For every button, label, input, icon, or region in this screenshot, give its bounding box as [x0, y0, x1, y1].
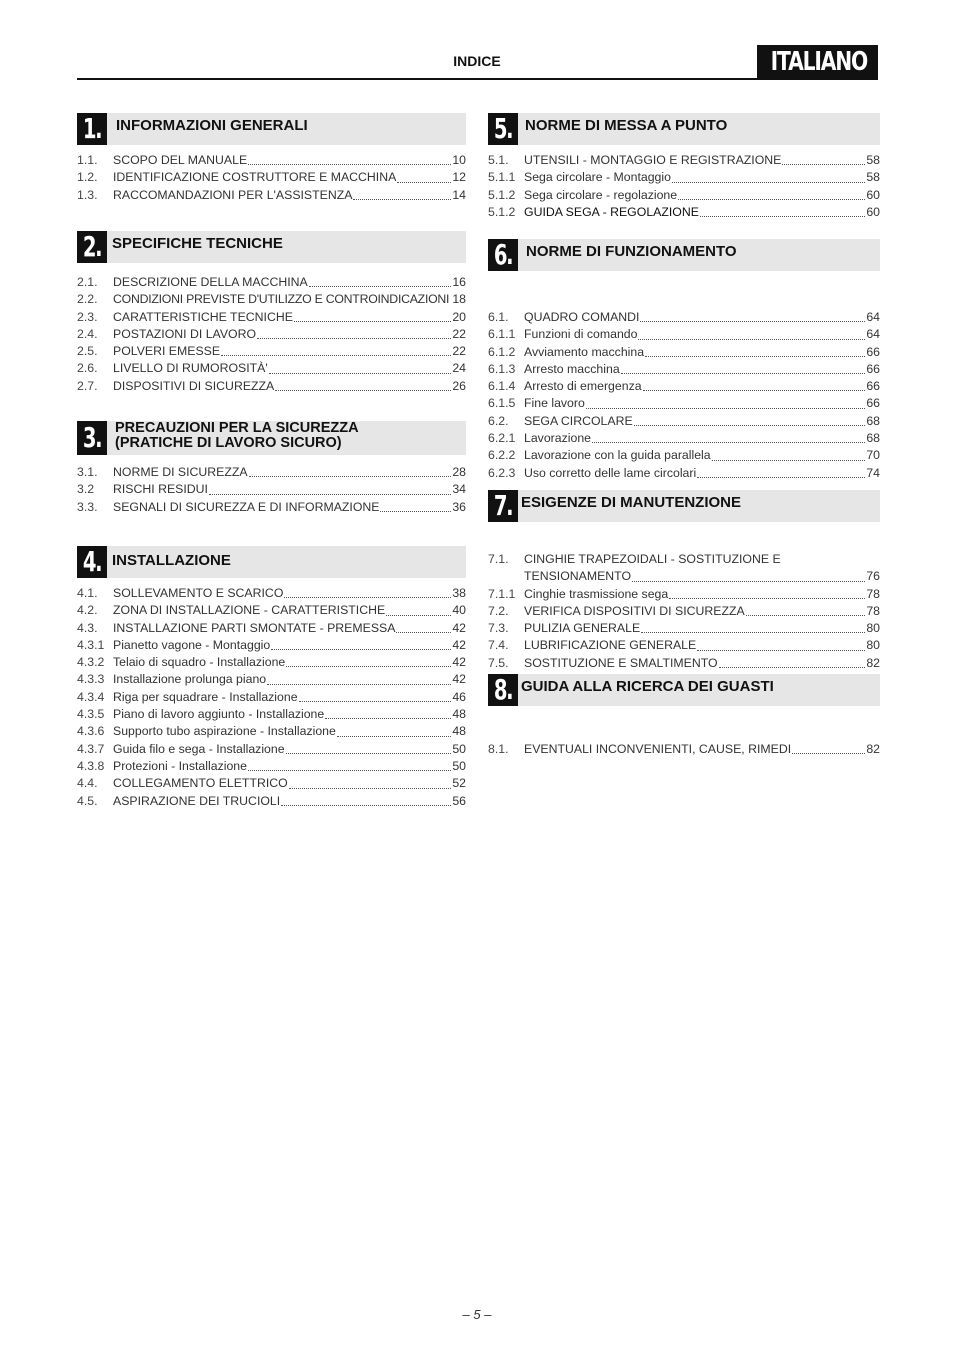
- toc-entry[interactable]: [488, 326, 880, 343]
- dot-leader: [380, 499, 451, 512]
- entry-page: 26: [452, 378, 466, 393]
- entry-page: 16: [452, 275, 466, 289]
- section-number: 8.: [488, 674, 518, 706]
- toc-entry[interactable]: [488, 344, 880, 361]
- entry-page: 24: [452, 361, 466, 376]
- section-header: [77, 546, 466, 578]
- section-number: 1.: [77, 113, 107, 145]
- section-number: 7.: [488, 490, 518, 522]
- dot-leader: [746, 603, 866, 616]
- section-number: 4.: [77, 546, 107, 578]
- entry-title: Guida filo e sega - Installazione: [113, 741, 285, 756]
- dot-leader: [271, 637, 451, 650]
- toc-entry[interactable]: [77, 169, 466, 186]
- dot-leader: [712, 448, 866, 461]
- dot-leader: [638, 327, 865, 340]
- entry-title: QUADRO COMANDI: [524, 310, 640, 324]
- entry-title: Piano di lavoro aggiunto - Installazione: [113, 707, 325, 722]
- section-number: 2.: [77, 231, 107, 263]
- entry-page: 66: [866, 344, 880, 359]
- entry-title: Funzioni di comando: [524, 327, 638, 342]
- toc-entry[interactable]: [77, 793, 466, 810]
- entry-number: 6.1.1: [488, 327, 516, 342]
- language-badge-label: ITALIANO: [770, 47, 868, 77]
- entry-page: 68: [866, 431, 880, 446]
- toc-entry[interactable]: [77, 326, 466, 343]
- section-title-line-2: (PRATICHE DI LAVORO SICURO): [115, 435, 342, 451]
- entry-number: 5.1.2: [488, 187, 516, 202]
- entry-page: 66: [866, 396, 880, 411]
- entry-number: 2.5.: [77, 344, 98, 359]
- entry-title: Fine lavoro: [524, 396, 585, 411]
- entry-page: 34: [452, 482, 466, 497]
- entry-title: COLLEGAMENTO ELETTRICO: [113, 776, 288, 791]
- entry-number: 4.3.5: [77, 707, 105, 722]
- entry-page: 22: [452, 344, 466, 359]
- toc-entry[interactable]: [77, 723, 466, 740]
- dot-leader: [632, 569, 865, 582]
- entry-page: 50: [452, 741, 466, 756]
- entry-number: 6.2.2: [488, 448, 516, 463]
- section-title: SPECIFICHE TECNICHE: [112, 235, 283, 252]
- entry-page: 28: [452, 465, 466, 479]
- toc-entry[interactable]: [488, 568, 880, 585]
- entry-title: ASPIRAZIONE DEI TRUCIOLI: [113, 793, 281, 808]
- dot-leader: [289, 776, 452, 789]
- entry-title: CONDIZIONI PREVISTE D'UTILIZZO E CONTROINDICAZIONI: [113, 292, 450, 307]
- section-header: [488, 674, 880, 706]
- entry-page: 58: [866, 153, 880, 167]
- entry-page: 50: [452, 758, 466, 773]
- entry-page: 48: [452, 724, 466, 739]
- entry-number: 6.2.3: [488, 465, 516, 480]
- entry-title: Pianetto vagone - Montaggio: [113, 637, 271, 652]
- toc-entry[interactable]: [77, 152, 466, 169]
- toc-entry[interactable]: [488, 430, 880, 447]
- entry-number: 3.1.: [77, 465, 98, 479]
- entry-number: 4.3.3: [77, 672, 105, 687]
- entry-title: Telaio di squadro - Installazione: [113, 655, 286, 670]
- entry-title: Lavorazione con la guida parallela: [524, 448, 711, 463]
- entry-title: SOSTITUZIONE E SMALTIMENTO: [524, 655, 718, 670]
- entry-page: 58: [866, 170, 880, 185]
- entry-page: 66: [866, 361, 880, 376]
- entry-title: ZONA DI INSTALLAZIONE - CARATTERISTICHE: [113, 603, 386, 618]
- dot-leader: [697, 638, 865, 651]
- entry-page: 60: [866, 204, 880, 219]
- dot-leader: [248, 152, 451, 165]
- entry-number: 4.3.4: [77, 689, 105, 704]
- section-title: GUIDA ALLA RICERCA DEI GUASTI: [521, 678, 774, 695]
- section-entries: [77, 152, 466, 204]
- entry-number: 4.5.: [77, 793, 98, 808]
- dot-leader: [700, 204, 865, 217]
- entry-title: SEGNALI DI SICUREZZA E DI INFORMAZIONE: [113, 499, 380, 514]
- entry-number: 1.2.: [77, 170, 98, 185]
- dot-leader: [249, 464, 452, 477]
- entry-number: 7.4.: [488, 638, 509, 653]
- entry-number: 4.1.: [77, 586, 98, 600]
- entry-number: 4.3.2: [77, 655, 105, 670]
- entry-page: 42: [452, 672, 466, 687]
- dot-leader: [299, 689, 452, 702]
- entry-page: 78: [866, 603, 880, 618]
- entry-number: 6.1.: [488, 310, 509, 324]
- entry-number: 4.3.6: [77, 724, 105, 739]
- entry-page: 18: [452, 292, 466, 307]
- entry-page: 76: [866, 569, 880, 584]
- toc-entry[interactable]: [488, 741, 880, 758]
- toc-entry[interactable]: [488, 620, 880, 637]
- section-title: INSTALLAZIONE: [112, 552, 231, 569]
- entry-title: Cinghie trasmissione sega: [524, 586, 669, 601]
- section-entries: [488, 551, 880, 672]
- entry-title: TENSIONAMENTO: [524, 569, 632, 584]
- toc-entry[interactable]: [488, 447, 880, 464]
- toc-section-8: [488, 674, 880, 758]
- entry-number: 4.4.: [77, 776, 98, 791]
- toc-entry[interactable]: [77, 481, 466, 498]
- header-rule: [77, 78, 757, 80]
- entry-title: SCOPO DEL MANUALE: [113, 153, 248, 167]
- entry-page: 82: [866, 655, 880, 670]
- toc-entry[interactable]: [488, 204, 880, 221]
- entry-page: 20: [452, 309, 466, 324]
- toc-section-2: [77, 231, 466, 395]
- toc-entry[interactable]: [77, 360, 466, 377]
- toc-entry[interactable]: [488, 637, 880, 654]
- dot-leader: [281, 793, 451, 806]
- entry-page: 42: [452, 620, 466, 635]
- language-badge: [757, 45, 878, 80]
- entry-page: 48: [452, 707, 466, 722]
- entry-number: 7.2.: [488, 603, 509, 618]
- entry-page: 64: [866, 310, 880, 324]
- section-header: [77, 113, 466, 145]
- toc-entry[interactable]: [77, 654, 466, 671]
- entry-page: 64: [866, 327, 880, 342]
- entry-title: GUIDA SEGA - REGOLAZIONE: [524, 204, 699, 219]
- dot-leader: [641, 620, 865, 633]
- entry-number: 6.1.2: [488, 344, 516, 359]
- section-header: [77, 421, 466, 455]
- entry-title: Uso corretto delle lame circolari: [524, 465, 697, 480]
- section-entries: [77, 274, 466, 395]
- entry-number: 4.3.7: [77, 741, 105, 756]
- section-header: [488, 113, 880, 145]
- section-entries: [488, 152, 880, 221]
- entry-title: Protezioni - Installazione: [113, 758, 247, 773]
- entry-page: 14: [452, 187, 466, 202]
- entry-number: 5.1.: [488, 153, 509, 167]
- entry-title: Riga per squadrare - Installazione: [113, 689, 298, 704]
- entry-title: POLVERI EMESSE: [113, 344, 221, 359]
- toc-entry[interactable]: [488, 395, 880, 412]
- entry-number: 2.1.: [77, 275, 98, 289]
- toc-section-3: [77, 421, 466, 516]
- toc-entry[interactable]: [488, 413, 880, 430]
- dot-leader: [294, 309, 451, 322]
- toc-entry[interactable]: [77, 602, 466, 619]
- section-title: NORME DI FUNZIONAMENTO: [526, 243, 737, 260]
- entry-number: 4.2.: [77, 603, 98, 618]
- entry-number: 2.2.: [77, 292, 98, 307]
- entry-number: 3.2: [77, 482, 95, 497]
- toc-entry[interactable]: [77, 706, 466, 723]
- toc-entry[interactable]: [488, 152, 880, 169]
- toc-entry[interactable]: [488, 169, 880, 186]
- entry-number: 6.2.: [488, 413, 509, 428]
- entry-title: DESCRIZIONE DELLA MACCHINA: [113, 275, 308, 289]
- entry-page: 10: [452, 153, 466, 167]
- section-title: INFORMAZIONI GENERALI: [116, 117, 308, 134]
- entry-title: INSTALLAZIONE PARTI SMONTATE - PREMESSA: [113, 620, 396, 635]
- entry-number: 4.3.8: [77, 758, 105, 773]
- entry-title: Arresto macchina: [524, 361, 620, 376]
- toc-entry[interactable]: [77, 343, 466, 360]
- entry-title: IDENTIFICAZIONE COSTRUTTORE E MACCHINA: [113, 170, 397, 185]
- dot-leader: [450, 293, 451, 305]
- dot-leader: [621, 361, 866, 374]
- dot-leader: [286, 741, 452, 754]
- toc-entry[interactable]: [77, 187, 466, 204]
- toc-entry[interactable]: [77, 464, 466, 481]
- dot-leader: [643, 378, 866, 391]
- toc-entry[interactable]: [77, 585, 466, 602]
- entry-page: 66: [866, 379, 880, 394]
- entry-page: 40: [452, 603, 466, 618]
- entry-title: Installazione prolunga piano: [113, 672, 267, 687]
- toc-entry[interactable]: [488, 361, 880, 378]
- dot-leader: [645, 344, 865, 357]
- toc-entry[interactable]: [488, 187, 880, 204]
- toc-section-4: [77, 546, 466, 810]
- entry-title: PULIZIA GENERALE: [524, 621, 641, 636]
- entry-title: Sega circolare - regolazione: [524, 187, 678, 202]
- dot-leader: [640, 309, 865, 322]
- section-number: 3.: [77, 421, 107, 455]
- section-title-line-1: PRECAUZIONI PER LA SICUREZZA: [115, 420, 359, 436]
- toc-entry[interactable]: [488, 655, 880, 672]
- entry-title: LUBRIFICAZIONE GENERALE: [524, 638, 697, 653]
- entry-number: 4.3.: [77, 620, 98, 635]
- entry-page: 80: [866, 621, 880, 636]
- entry-page: 42: [452, 637, 466, 652]
- dot-leader: [592, 430, 865, 443]
- section-number: 5.: [488, 113, 518, 145]
- header-title: INDICE: [453, 53, 501, 69]
- entry-title: Sega circolare - Montaggio: [524, 170, 671, 185]
- section-entries: [488, 309, 880, 482]
- entry-number: 5.1.1: [488, 170, 516, 185]
- entry-page: 56: [452, 793, 466, 808]
- section-entries: [488, 741, 880, 758]
- toc-entry[interactable]: [488, 465, 880, 482]
- entry-title: Arresto di emergenza: [524, 379, 642, 394]
- entry-page: 12: [452, 170, 466, 185]
- dot-leader: [221, 343, 451, 356]
- entry-title: DISPOSITIVI DI SICUREZZA: [113, 378, 275, 393]
- entry-page: 78: [866, 586, 880, 601]
- toc-section-6: [488, 239, 880, 482]
- toc-entry[interactable]: [488, 551, 880, 568]
- dot-leader: [337, 724, 451, 737]
- dot-leader: [269, 361, 452, 374]
- entry-title: CINGHIE TRAPEZOIDALI - SOSTITUZIONE E: [524, 552, 781, 566]
- entry-page: 70: [866, 448, 880, 463]
- entry-title: VERIFICA DISPOSITIVI DI SICUREZZA: [524, 603, 745, 618]
- entry-number: 7.5.: [488, 655, 509, 670]
- entry-title: EVENTUALI INCONVENIENTI, CAUSE, RIMEDI: [524, 742, 792, 756]
- entry-number: 4.3.1: [77, 637, 105, 652]
- toc-entry[interactable]: [77, 671, 466, 688]
- section-number: 6.: [488, 239, 518, 271]
- dot-leader: [669, 586, 865, 599]
- section-header: [77, 231, 466, 263]
- entry-page: 82: [866, 742, 880, 756]
- toc-entry[interactable]: [77, 689, 466, 706]
- dot-leader: [248, 758, 451, 771]
- section-title: NORME DI MESSA A PUNTO: [525, 117, 728, 134]
- toc-entry[interactable]: [77, 274, 466, 291]
- entry-title: SEGA CIRCOLARE: [524, 413, 633, 428]
- dot-leader: [257, 326, 451, 339]
- dot-leader: [275, 378, 451, 391]
- entry-page: 38: [452, 586, 466, 600]
- entry-page: 52: [452, 776, 466, 791]
- entry-title: CARATTERISTICHE TECNICHE: [113, 309, 293, 324]
- entry-page: 60: [866, 187, 880, 202]
- entry-title: UTENSILI - MONTAGGIO E REGISTRAZIONE: [524, 153, 782, 167]
- toc-entry[interactable]: [77, 291, 466, 308]
- entry-number: 7.1.1: [488, 586, 516, 601]
- entry-title: Lavorazione: [524, 431, 591, 446]
- entry-page: 36: [452, 499, 466, 514]
- dot-leader: [309, 274, 452, 287]
- toc-entry[interactable]: [488, 309, 880, 326]
- toc-entry[interactable]: [488, 603, 880, 620]
- toc-entry[interactable]: [77, 620, 466, 637]
- dot-leader: [782, 152, 865, 165]
- toc-entry[interactable]: [77, 758, 466, 775]
- dot-leader: [782, 552, 879, 564]
- entry-number: 5.1.2: [488, 204, 516, 219]
- entry-title: Avviamento macchina: [524, 344, 645, 359]
- dot-leader: [267, 672, 451, 685]
- entry-page: 42: [452, 655, 466, 670]
- section-header: [488, 490, 880, 522]
- entry-number: 2.7.: [77, 378, 98, 393]
- toc-entry[interactable]: [77, 499, 466, 516]
- entry-number: 3.3.: [77, 499, 98, 514]
- dot-leader: [678, 187, 865, 200]
- section-header: [488, 239, 880, 271]
- toc-entry[interactable]: [77, 741, 466, 758]
- entry-page: 68: [866, 413, 880, 428]
- entry-title: SOLLEVAMENTO E SCARICO: [113, 586, 284, 600]
- dot-leader: [386, 603, 451, 616]
- entry-number: 7.1.: [488, 552, 509, 566]
- entry-number: 6.2.1: [488, 431, 516, 446]
- entry-number: 2.4.: [77, 326, 98, 341]
- dot-leader: [697, 465, 865, 478]
- entry-number: 2.6.: [77, 361, 98, 376]
- dot-leader: [325, 706, 451, 719]
- toc-entry[interactable]: [488, 378, 880, 395]
- dot-leader: [586, 396, 865, 409]
- dot-leader: [209, 482, 451, 495]
- toc-entry[interactable]: [77, 775, 466, 792]
- toc-section-1: [77, 113, 466, 204]
- toc-section-5: [488, 113, 880, 221]
- entry-page: 74: [866, 465, 880, 480]
- dot-leader: [672, 170, 865, 183]
- section-entries: [77, 585, 466, 810]
- entry-number: 1.3.: [77, 187, 98, 202]
- toc-entry[interactable]: [77, 637, 466, 654]
- entry-number: 6.1.4: [488, 379, 516, 394]
- entry-number: 7.3.: [488, 621, 509, 636]
- section-entries: [77, 464, 466, 516]
- dot-leader: [286, 654, 451, 667]
- dot-leader: [719, 655, 866, 668]
- dot-leader: [397, 170, 451, 183]
- entry-number: 8.1.: [488, 742, 509, 756]
- entry-number: 6.1.5: [488, 396, 516, 411]
- entry-title: POSTAZIONI DI LAVORO: [113, 326, 257, 341]
- toc-entry[interactable]: [77, 309, 466, 326]
- page-number: – 5 –: [462, 1307, 492, 1322]
- section-title: ESIGENZE DI MANUTENZIONE: [521, 494, 742, 511]
- toc-section-7: [488, 490, 880, 672]
- entry-page: 80: [866, 638, 880, 653]
- dot-leader: [284, 585, 451, 598]
- entry-title: Supporto tubo aspirazione - Installazione: [113, 724, 336, 739]
- dot-leader: [353, 187, 451, 200]
- entry-number: 1.1.: [77, 153, 98, 167]
- dot-leader: [634, 413, 866, 426]
- section-title: [115, 421, 462, 451]
- entry-title: RACCOMANDAZIONI PER L'ASSISTENZA: [113, 187, 353, 202]
- entry-number: 6.1.3: [488, 361, 516, 376]
- entry-title: LIVELLO DI RUMOROSITÀ': [113, 361, 268, 376]
- dot-leader: [792, 741, 865, 754]
- entry-title: NORME DI SICUREZZA: [113, 465, 248, 479]
- dot-leader: [396, 620, 451, 633]
- entry-number: 2.3.: [77, 309, 98, 324]
- entry-page: 46: [452, 689, 466, 704]
- toc-entry[interactable]: [77, 378, 466, 395]
- entry-page: 22: [452, 326, 466, 341]
- entry-title: RISCHI RESIDUI: [113, 482, 208, 497]
- toc-entry[interactable]: [488, 586, 880, 603]
